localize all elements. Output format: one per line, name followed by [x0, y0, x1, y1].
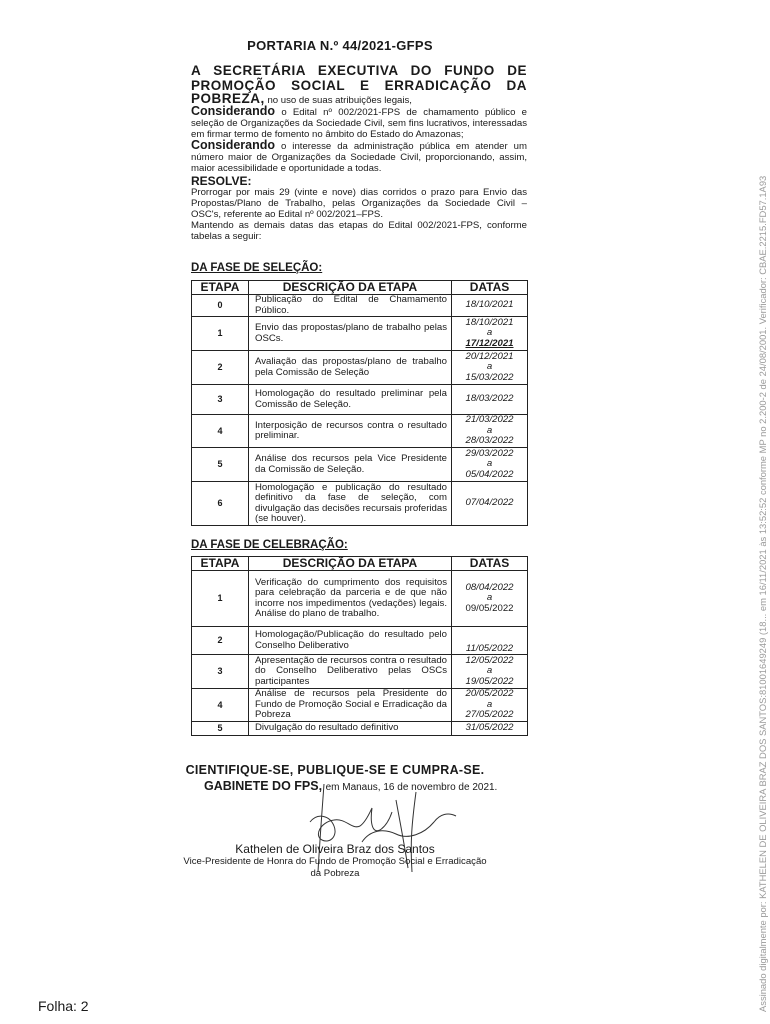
- datas-cell: [452, 295, 528, 317]
- date-end: 15/03/2022: [465, 371, 514, 383]
- date-start: 18/03/2022: [465, 393, 514, 405]
- table-row: [192, 627, 528, 655]
- resolve-text-1: Prorrogar por mais 29 (vinte e nove) dias corridos o prazo para Envio das Propostas/Plano de Trabalho, pelas Organizações da Sociedade Civil – OSC's, referente ao Edital nº 002/2021–FPS.: [191, 187, 527, 220]
- selecao-header-datas: DATAS: [452, 281, 528, 295]
- descricao-cell: Interposição de recursos contra o resultado preliminar.: [249, 415, 452, 448]
- considerando-1: [191, 106, 527, 140]
- considerando-2: [191, 140, 527, 174]
- descricao-cell: Homologação do resultado preliminar pela Comissão de Seleção.: [249, 385, 452, 415]
- date-start: 21/03/2022: [465, 414, 514, 426]
- datas-cell: [452, 385, 528, 415]
- date-separator: a: [486, 424, 493, 436]
- considerando-1-text: o Edital nº 002/2021-FPS de chamamento público e seleção de Organizações da Sociedade Civil, sem fins lucrativos, interessadas em firmar termo de fomento no âmbito do Estado do Amazonas;: [191, 107, 527, 140]
- etapa-cell: 1: [192, 317, 249, 351]
- etapa-cell: 5: [192, 448, 249, 482]
- digital-signature-note: Assinado digitalmente por: KATHELEN DE OLIVEIRA BRAZ DOS SANTOS:81001649249 (18... em 16/11/2021 às 13:52:52 conforme MP no 2.200-2 de 24/08/2001. Verificador: CBAE.2215.FD57.1A93: [757, 175, 768, 1012]
- selecao-header-etapa: ETAPA: [192, 281, 249, 295]
- date-start: 20/05/2022: [465, 688, 514, 700]
- descricao-cell: Apresentação de recursos contra o resultado do Conselho Deliberativo pelas OSCs participantes: [249, 655, 452, 689]
- signer-role-line-2: da Pobreza: [310, 868, 360, 879]
- table-row: [192, 351, 528, 385]
- descricao-cell: Análise dos recursos pela Vice Presidente da Comissão de Seleção.: [249, 448, 452, 482]
- document-title: PORTARIA N.º 44/2021-GFPS: [247, 38, 433, 53]
- date-start: 07/04/2022: [465, 497, 514, 509]
- date-start: 08/04/2022: [465, 581, 514, 593]
- resolve-heading: RESOLVE:: [191, 174, 252, 188]
- etapa-cell: 2: [192, 627, 249, 655]
- datas-cell: [452, 689, 528, 722]
- gabinete-label: GABINETE DO FPS,: [204, 779, 323, 793]
- signer-name: Kathelen de Oliveira Braz dos Santos: [235, 842, 435, 856]
- date-start: 18/10/2021: [465, 299, 514, 311]
- heading-line-2: PROMOÇÃO SOCIAL E ERRADICAÇÃO DA: [191, 77, 527, 93]
- datas-cell: [452, 571, 528, 627]
- descricao-cell: Envio das propostas/plano de trabalho pelas OSCs.: [249, 317, 452, 351]
- datas-cell: [452, 415, 528, 448]
- table-row: [192, 415, 528, 448]
- datas-cell: [452, 655, 528, 689]
- etapa-cell: 1: [192, 571, 249, 627]
- table-row: [192, 482, 528, 526]
- descricao-cell: Publicação do Edital de Chamamento Público.: [249, 295, 452, 317]
- date-start: 12/05/2022: [465, 654, 514, 666]
- date-separator: a: [486, 458, 493, 470]
- considerando-1-keyword: Considerando: [191, 104, 276, 118]
- date-end: 28/03/2022: [465, 435, 514, 447]
- datas-cell: [452, 627, 528, 655]
- date-end: 17/12/2021: [465, 337, 514, 349]
- heading-tail: no uso de suas atribuições legais,: [267, 95, 412, 106]
- etapa-cell: 4: [192, 689, 249, 722]
- etapa-cell: 4: [192, 415, 249, 448]
- date-separator: a: [486, 665, 493, 677]
- date-start: 20/12/2021: [465, 350, 514, 362]
- datas-cell: [452, 351, 528, 385]
- date-start: 11/05/2022: [465, 642, 514, 654]
- descricao-cell: Homologação e publicação do resultado definitivo da fase de seleção, com divulgação das decisões recursais proferidas (se houver).: [249, 482, 452, 526]
- date-end: 09/05/2022: [465, 602, 514, 614]
- etapa-cell: 0: [192, 295, 249, 317]
- selecao-section-title: DA FASE DE SELEÇÃO:: [191, 262, 323, 274]
- heading-pobreza: POBREZA,: [191, 91, 265, 106]
- signer-role: [155, 856, 515, 880]
- date-end: 05/04/2022: [465, 468, 514, 480]
- datas-cell: [452, 482, 528, 526]
- descricao-cell: Homologação/Publicação do resultado pelo Conselho Deliberativo: [249, 627, 452, 655]
- etapa-cell: 6: [192, 482, 249, 526]
- selecao-table: [191, 280, 528, 526]
- celebracao-header-etapa: ETAPA: [192, 557, 249, 571]
- etapa-cell: 5: [192, 722, 249, 736]
- datas-cell: [452, 448, 528, 482]
- celebracao-table: [191, 556, 528, 736]
- page-number: Folha: 2: [38, 998, 89, 1014]
- table-row: [192, 571, 528, 627]
- date-start: 18/10/2021: [465, 316, 514, 328]
- table-row: [192, 317, 528, 351]
- selecao-header-descricao: DESCRIÇÃO DA ETAPA: [249, 281, 452, 295]
- considerando-2-text: o interesse da administração pública em atender um número maior de Organizações da Sociedade Civil, proporcionando, assim, maior acessibilidade e oportunidade a todas.: [191, 141, 527, 174]
- closing-line-1: CIENTIFIQUE-SE, PUBLIQUE-SE E CUMPRA-SE.: [185, 763, 485, 777]
- table-row: [192, 295, 528, 317]
- date-end: 19/05/2022: [465, 675, 514, 687]
- document-body: [191, 64, 527, 736]
- heading-line-1: A SECRETÁRIA EXECUTIVA DO FUNDO DE: [191, 63, 527, 78]
- resolve-text-2: Mantendo as demais datas das etapas do Edital 002/2021-FPS, conforme tabelas a seguir:: [191, 220, 527, 242]
- etapa-cell: 3: [192, 385, 249, 415]
- date-start: 31/05/2022: [465, 722, 514, 734]
- etapa-cell: 2: [192, 351, 249, 385]
- date-start: 29/03/2022: [465, 447, 514, 459]
- descricao-cell: Verificação do cumprimento dos requisitos para celebração da parceria e de que não incorre nos impedimentos (vedações) legais. Análise do plano de trabalho.: [249, 571, 452, 627]
- datas-cell: [452, 317, 528, 351]
- table-row: [192, 655, 528, 689]
- table-row: [192, 689, 528, 722]
- considerando-2-keyword: Considerando: [191, 138, 276, 152]
- date-separator: a: [486, 698, 493, 710]
- descricao-cell: Análise de recursos pela Presidente do Fundo de Promoção Social e Erradicação da Pobreza: [249, 689, 452, 722]
- selecao-header-row: [192, 281, 528, 295]
- etapa-cell: 3: [192, 655, 249, 689]
- datas-cell: [452, 722, 528, 736]
- table-row: [192, 448, 528, 482]
- celebracao-header-descricao: DESCRIÇÃO DA ETAPA: [249, 557, 452, 571]
- date-end: 27/05/2022: [465, 709, 514, 721]
- date-separator: a: [486, 327, 493, 339]
- table-row: [192, 385, 528, 415]
- celebracao-header-datas: DATAS: [452, 557, 528, 571]
- descricao-cell: Avaliação das propostas/plano de trabalho pela Comissão de Seleção: [249, 351, 452, 385]
- date-separator: a: [486, 592, 493, 604]
- descricao-cell: Divulgação do resultado definitivo: [249, 722, 452, 736]
- celebracao-section-title: DA FASE DE CELEBRAÇÃO:: [191, 539, 348, 551]
- date-separator: a: [486, 361, 493, 373]
- table-row: [192, 722, 528, 736]
- closing-date: em Manaus, 16 de novembro de 2021.: [325, 782, 498, 793]
- celebracao-header-row: [192, 557, 528, 571]
- signer-role-line-1: Vice-Presidente de Honra do Fundo de Promoção Social e Erradicação: [183, 856, 487, 867]
